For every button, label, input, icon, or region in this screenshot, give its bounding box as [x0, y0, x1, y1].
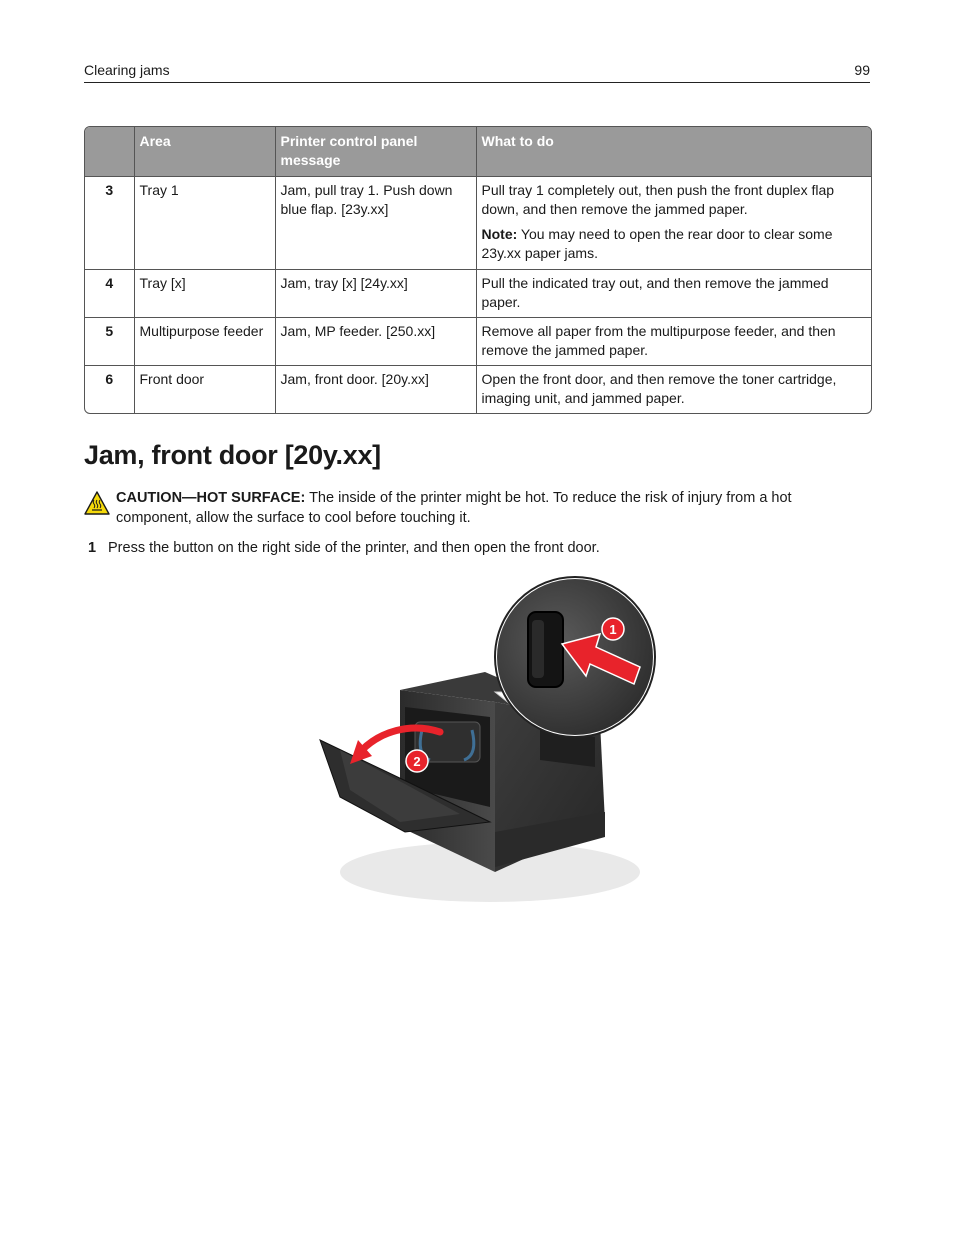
step-item	[88, 538, 600, 558]
row-area: Tray [x]	[134, 270, 275, 318]
row-number: 4	[85, 270, 134, 318]
note-text: You may need to open the rear door to clear some 23y.xx paper jams.	[481, 226, 833, 261]
svg-text:2: 2	[413, 754, 421, 769]
step-number: 1	[88, 540, 97, 556]
table-header-row	[85, 127, 871, 177]
row-todo: Open the front door, and then remove the toner cartridge, imaging unit, and jammed paper.	[476, 366, 871, 414]
todo-text: Pull tray 1 completely out, then push the front duplex flap down, and then remove the jammed paper.	[481, 182, 835, 217]
row-message: Jam, pull tray 1. Push down blue flap. [23y.xx]	[275, 177, 476, 270]
caution-text	[116, 488, 870, 528]
running-header-section: Clearing jams	[84, 62, 170, 78]
row-todo: Pull the indicated tray out, and then remove the jammed paper.	[476, 270, 871, 318]
table-row	[85, 366, 871, 414]
row-message: Jam, tray [x] [24y.xx]	[275, 270, 476, 318]
page-header	[84, 60, 870, 83]
svg-text:1: 1	[609, 622, 617, 637]
row-message: Jam, front door. [20y.xx]	[275, 366, 476, 414]
note-label: Note:	[481, 226, 518, 242]
row-area: Multipurpose feeder	[134, 318, 275, 366]
zoom-callout	[495, 577, 655, 737]
todo-note	[482, 225, 867, 263]
step-text: Press the button on the right side of the printer, and then open the front door.	[108, 540, 600, 556]
row-message: Jam, MP feeder. [250.xx]	[275, 318, 476, 366]
page-number: 99	[854, 62, 870, 78]
section-title: Jam, front door [20y.xx]	[84, 440, 381, 470]
header-cell-area: Area	[134, 127, 275, 177]
row-number: 5	[85, 318, 134, 366]
callout-badge-1	[602, 618, 624, 640]
header-cell-message: Printer control panel message	[275, 127, 476, 177]
printer-front-door-illustration	[300, 572, 670, 917]
jam-area-table	[84, 126, 872, 414]
header-cell-todo: What to do	[476, 127, 871, 177]
table-row	[85, 177, 871, 270]
caution-notice	[84, 488, 870, 528]
row-number: 3	[85, 177, 134, 270]
row-number: 6	[85, 366, 134, 414]
row-todo	[476, 177, 871, 270]
hot-surface-warning-icon	[84, 491, 110, 515]
row-todo: Remove all paper from the multipurpose feeder, and then remove the jammed paper.	[476, 318, 871, 366]
header-cell-number	[85, 127, 134, 177]
row-area: Front door	[134, 366, 275, 414]
row-area: Tray 1	[134, 177, 275, 270]
table-row	[85, 270, 871, 318]
caution-body: The inside of the printer might be hot. To reduce the risk of injury from a hot component, allow the surface to cool before touching it.	[116, 490, 792, 526]
callout-badge-2	[406, 750, 428, 772]
caution-label: CAUTION—HOT SURFACE:	[116, 490, 306, 506]
table-row	[85, 318, 871, 366]
